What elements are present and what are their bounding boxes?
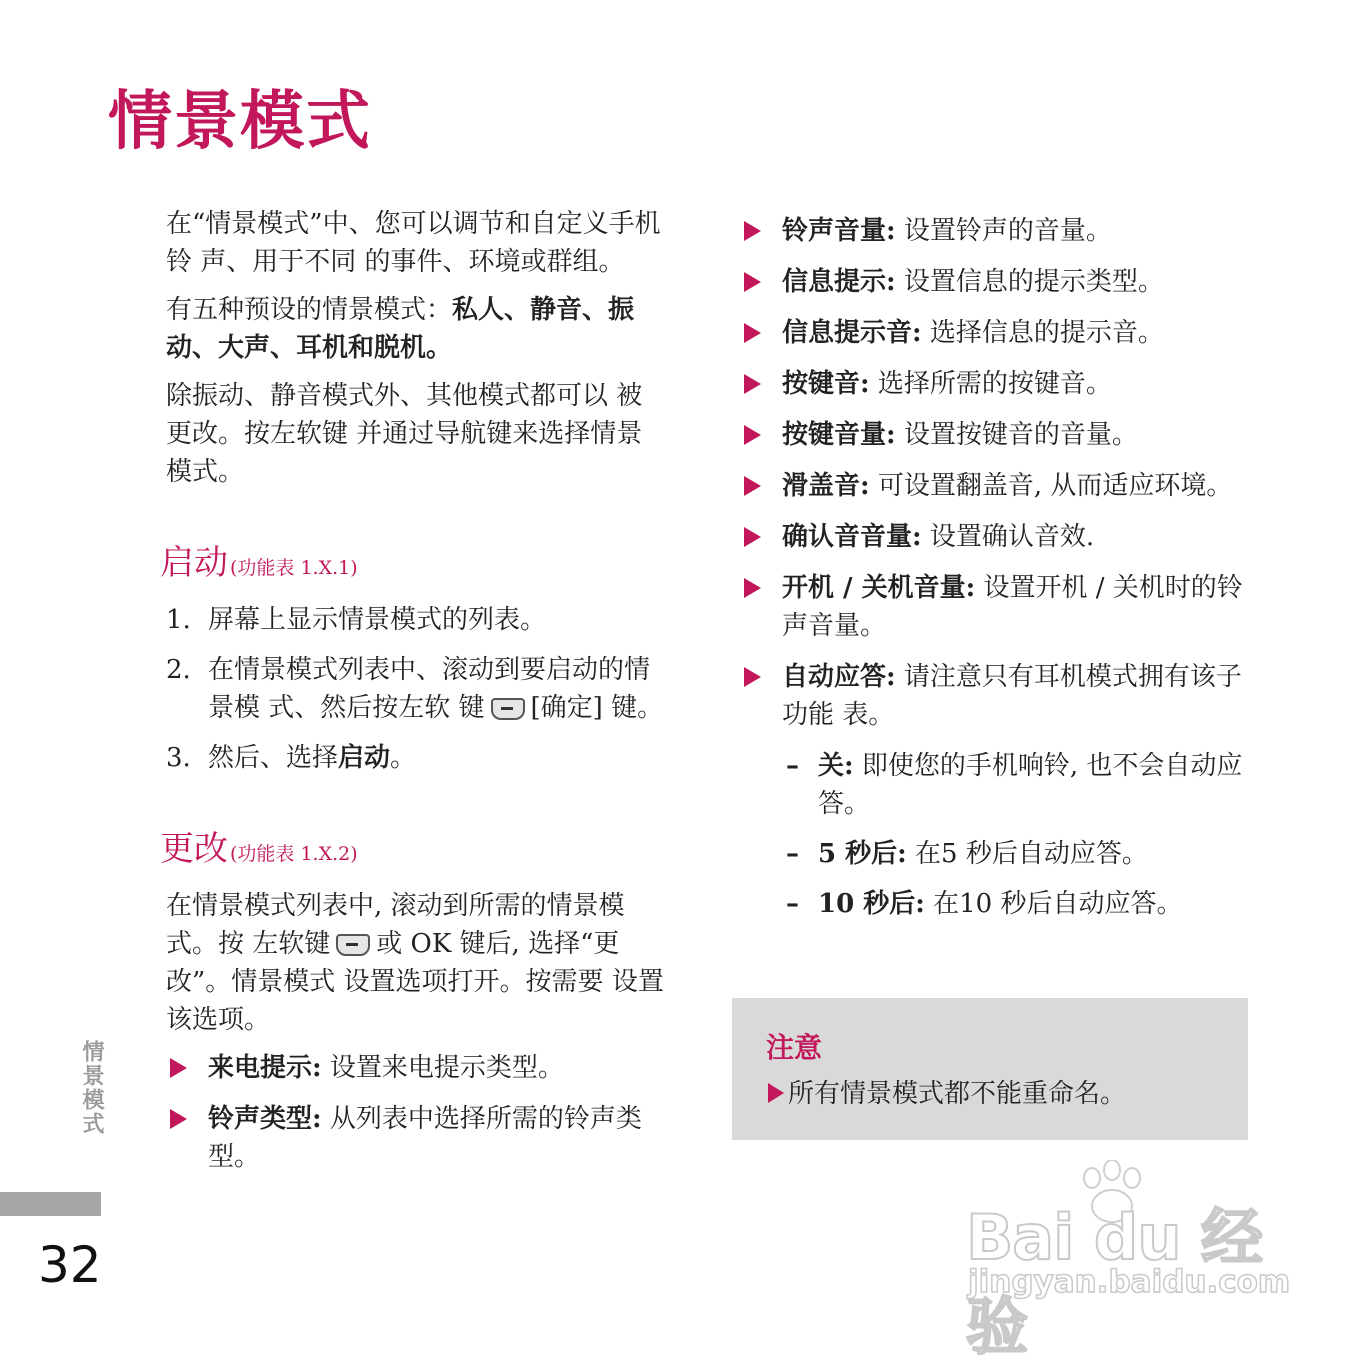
option-text: 从列表中选择所需的铃声类型。 — [208, 1104, 642, 1172]
option-text: 设置按键音的音量。 — [903, 420, 1138, 450]
option-item — [740, 365, 1245, 403]
step-text-2: 。 — [390, 743, 417, 773]
baidu-jingyan-watermark — [960, 1160, 1291, 1363]
triangle-bullet-icon — [170, 1109, 187, 1129]
section-edit-heading — [160, 827, 666, 877]
step-bold: 启动 — [338, 743, 391, 773]
section-start-ref: (功能表 1.X.1) — [230, 557, 358, 579]
sub-option-text: 在10 秒后自动应答。 — [933, 889, 1183, 919]
side-chapter-tab: 情景模式 — [79, 1040, 104, 1136]
watermark-brand: Bai du 经验 — [966, 1201, 1263, 1363]
intro-p2-bold: 私人、静音、振动、大声、耳机和脱机。 — [166, 295, 635, 363]
option-text: 请注意只有耳机模式拥有该子功能 表。 — [782, 662, 1242, 730]
triangle-bullet-icon — [744, 272, 761, 292]
edit-options-list — [166, 1049, 666, 1176]
option-item — [740, 416, 1245, 454]
option-label: 铃声音量: — [782, 216, 896, 246]
option-text: 设置信息的提示类型。 — [903, 267, 1164, 297]
dash-marker: – — [786, 751, 799, 781]
intro-paragraph-2 — [166, 291, 666, 367]
triangle-bullet-icon — [170, 1058, 187, 1078]
option-item — [740, 314, 1245, 352]
option-item — [740, 263, 1245, 301]
option-text: 可设置翻盖音, 从而适应环境。 — [877, 471, 1233, 501]
option-label: 开机 / 关机音量: — [782, 573, 976, 603]
dash-marker: – — [786, 889, 799, 919]
option-text: 设置确认音效. — [929, 522, 1095, 552]
page-title: 情景模式 — [108, 85, 372, 159]
sub-option-label: 10 秒后: — [818, 889, 925, 919]
page-number: 32 — [38, 1236, 102, 1294]
section-start-heading — [160, 541, 666, 591]
step-text-2: [确定] 键。 — [530, 693, 664, 723]
triangle-bullet-icon — [744, 667, 761, 687]
option-label: 按键音: — [782, 369, 870, 399]
watermark-url: jingyan.baidu.com — [968, 1264, 1291, 1300]
edit-paragraph-b: 或 OK 键后, 选择“更改”。情景模式 设置选项打开。按需要 设置该选项。 — [166, 929, 664, 1035]
option-label: 自动应答: — [782, 662, 896, 692]
option-label: 信息提示音: — [782, 318, 922, 348]
option-label: 滑盖音: — [782, 471, 870, 501]
triangle-bullet-icon — [744, 527, 761, 547]
step-number: 2. — [166, 655, 191, 685]
intro-paragraph-3: 除振动、静音模式外、其他模式都可以 被更改。按左软键 并通过导航键来选择情景模式。 — [166, 381, 643, 487]
step-item — [166, 651, 666, 727]
sub-option-label: 5 秒后: — [818, 839, 907, 869]
step-number: 3. — [166, 743, 191, 773]
option-item — [740, 569, 1245, 645]
dash-marker: – — [786, 839, 799, 869]
step-text: 屏幕上显示情景模式的列表。 — [208, 605, 547, 635]
triangle-bullet-icon — [744, 578, 761, 598]
triangle-bullet-icon — [744, 425, 761, 445]
triangle-bullet-icon — [744, 221, 761, 241]
intro-p2-prefix: 有五种预设的情景模式： — [166, 295, 453, 325]
start-steps-list — [166, 601, 666, 777]
step-item — [166, 601, 666, 639]
edit-paragraph — [166, 887, 666, 1039]
option-label: 来电提示: — [208, 1053, 322, 1083]
option-text: 设置铃声的音量。 — [903, 216, 1112, 246]
option-text: 选择信息的提示音。 — [929, 318, 1164, 348]
triangle-bullet-icon — [744, 374, 761, 394]
option-label: 确认音音量: — [782, 522, 922, 552]
section-start-title: 启动 — [160, 543, 228, 583]
sub-option-label: 关: — [818, 751, 854, 781]
option-item — [740, 518, 1245, 556]
left-column — [160, 205, 666, 1189]
sub-option-item — [782, 747, 1245, 823]
option-item — [740, 212, 1245, 250]
note-text: 所有情景模式都不能重命名。 — [788, 1079, 1127, 1109]
option-item — [166, 1049, 666, 1087]
note-box — [732, 998, 1248, 1140]
step-text: 然后、选择 — [208, 743, 339, 773]
note-title: 注意 — [766, 1031, 823, 1064]
option-label: 信息提示: — [782, 267, 896, 297]
step-text: 在情景模式列表中、滚动到要启动的情景模 式、然后按左软 键 — [208, 655, 651, 723]
option-item — [740, 658, 1245, 734]
step-number: 1. — [166, 605, 191, 635]
triangle-bullet-icon — [768, 1083, 784, 1103]
option-text: 设置开机 / 关机时的铃声音量。 — [782, 573, 1243, 641]
triangle-bullet-icon — [744, 476, 761, 496]
option-item — [166, 1100, 666, 1176]
auto-answer-options-list — [782, 747, 1245, 923]
left-softkey-icon — [336, 934, 370, 956]
sub-option-text: 即使您的手机响铃, 也不会自动应答。 — [818, 751, 1243, 819]
option-label: 按键音量: — [782, 420, 896, 450]
triangle-bullet-icon — [744, 323, 761, 343]
sub-option-item — [782, 835, 1245, 873]
right-column — [740, 212, 1245, 935]
option-item — [740, 467, 1245, 505]
option-label: 铃声类型: — [208, 1104, 322, 1134]
sub-option-text: 在5 秒后自动应答。 — [915, 839, 1148, 869]
edit-paragraph-a: 在情景模式列表中, 滚动到所需的情景模式。按 左软键 — [166, 891, 625, 959]
option-text: 设置来电提示类型。 — [329, 1053, 564, 1083]
settings-options-list — [740, 212, 1245, 734]
side-tab-bar — [0, 1192, 101, 1216]
step-item — [166, 739, 666, 777]
option-text: 选择所需的按键音。 — [877, 369, 1112, 399]
note-text-line — [768, 1076, 1126, 1112]
left-softkey-icon — [491, 698, 525, 720]
sub-option-item — [782, 885, 1245, 923]
section-edit-ref: (功能表 1.X.2) — [230, 843, 358, 865]
intro-paragraph-1: 在“情景模式”中、您可以调节和自定义手机铃 声、用于不同 的事件、环境或群组。 — [166, 209, 661, 277]
section-edit-title: 更改 — [160, 829, 228, 869]
